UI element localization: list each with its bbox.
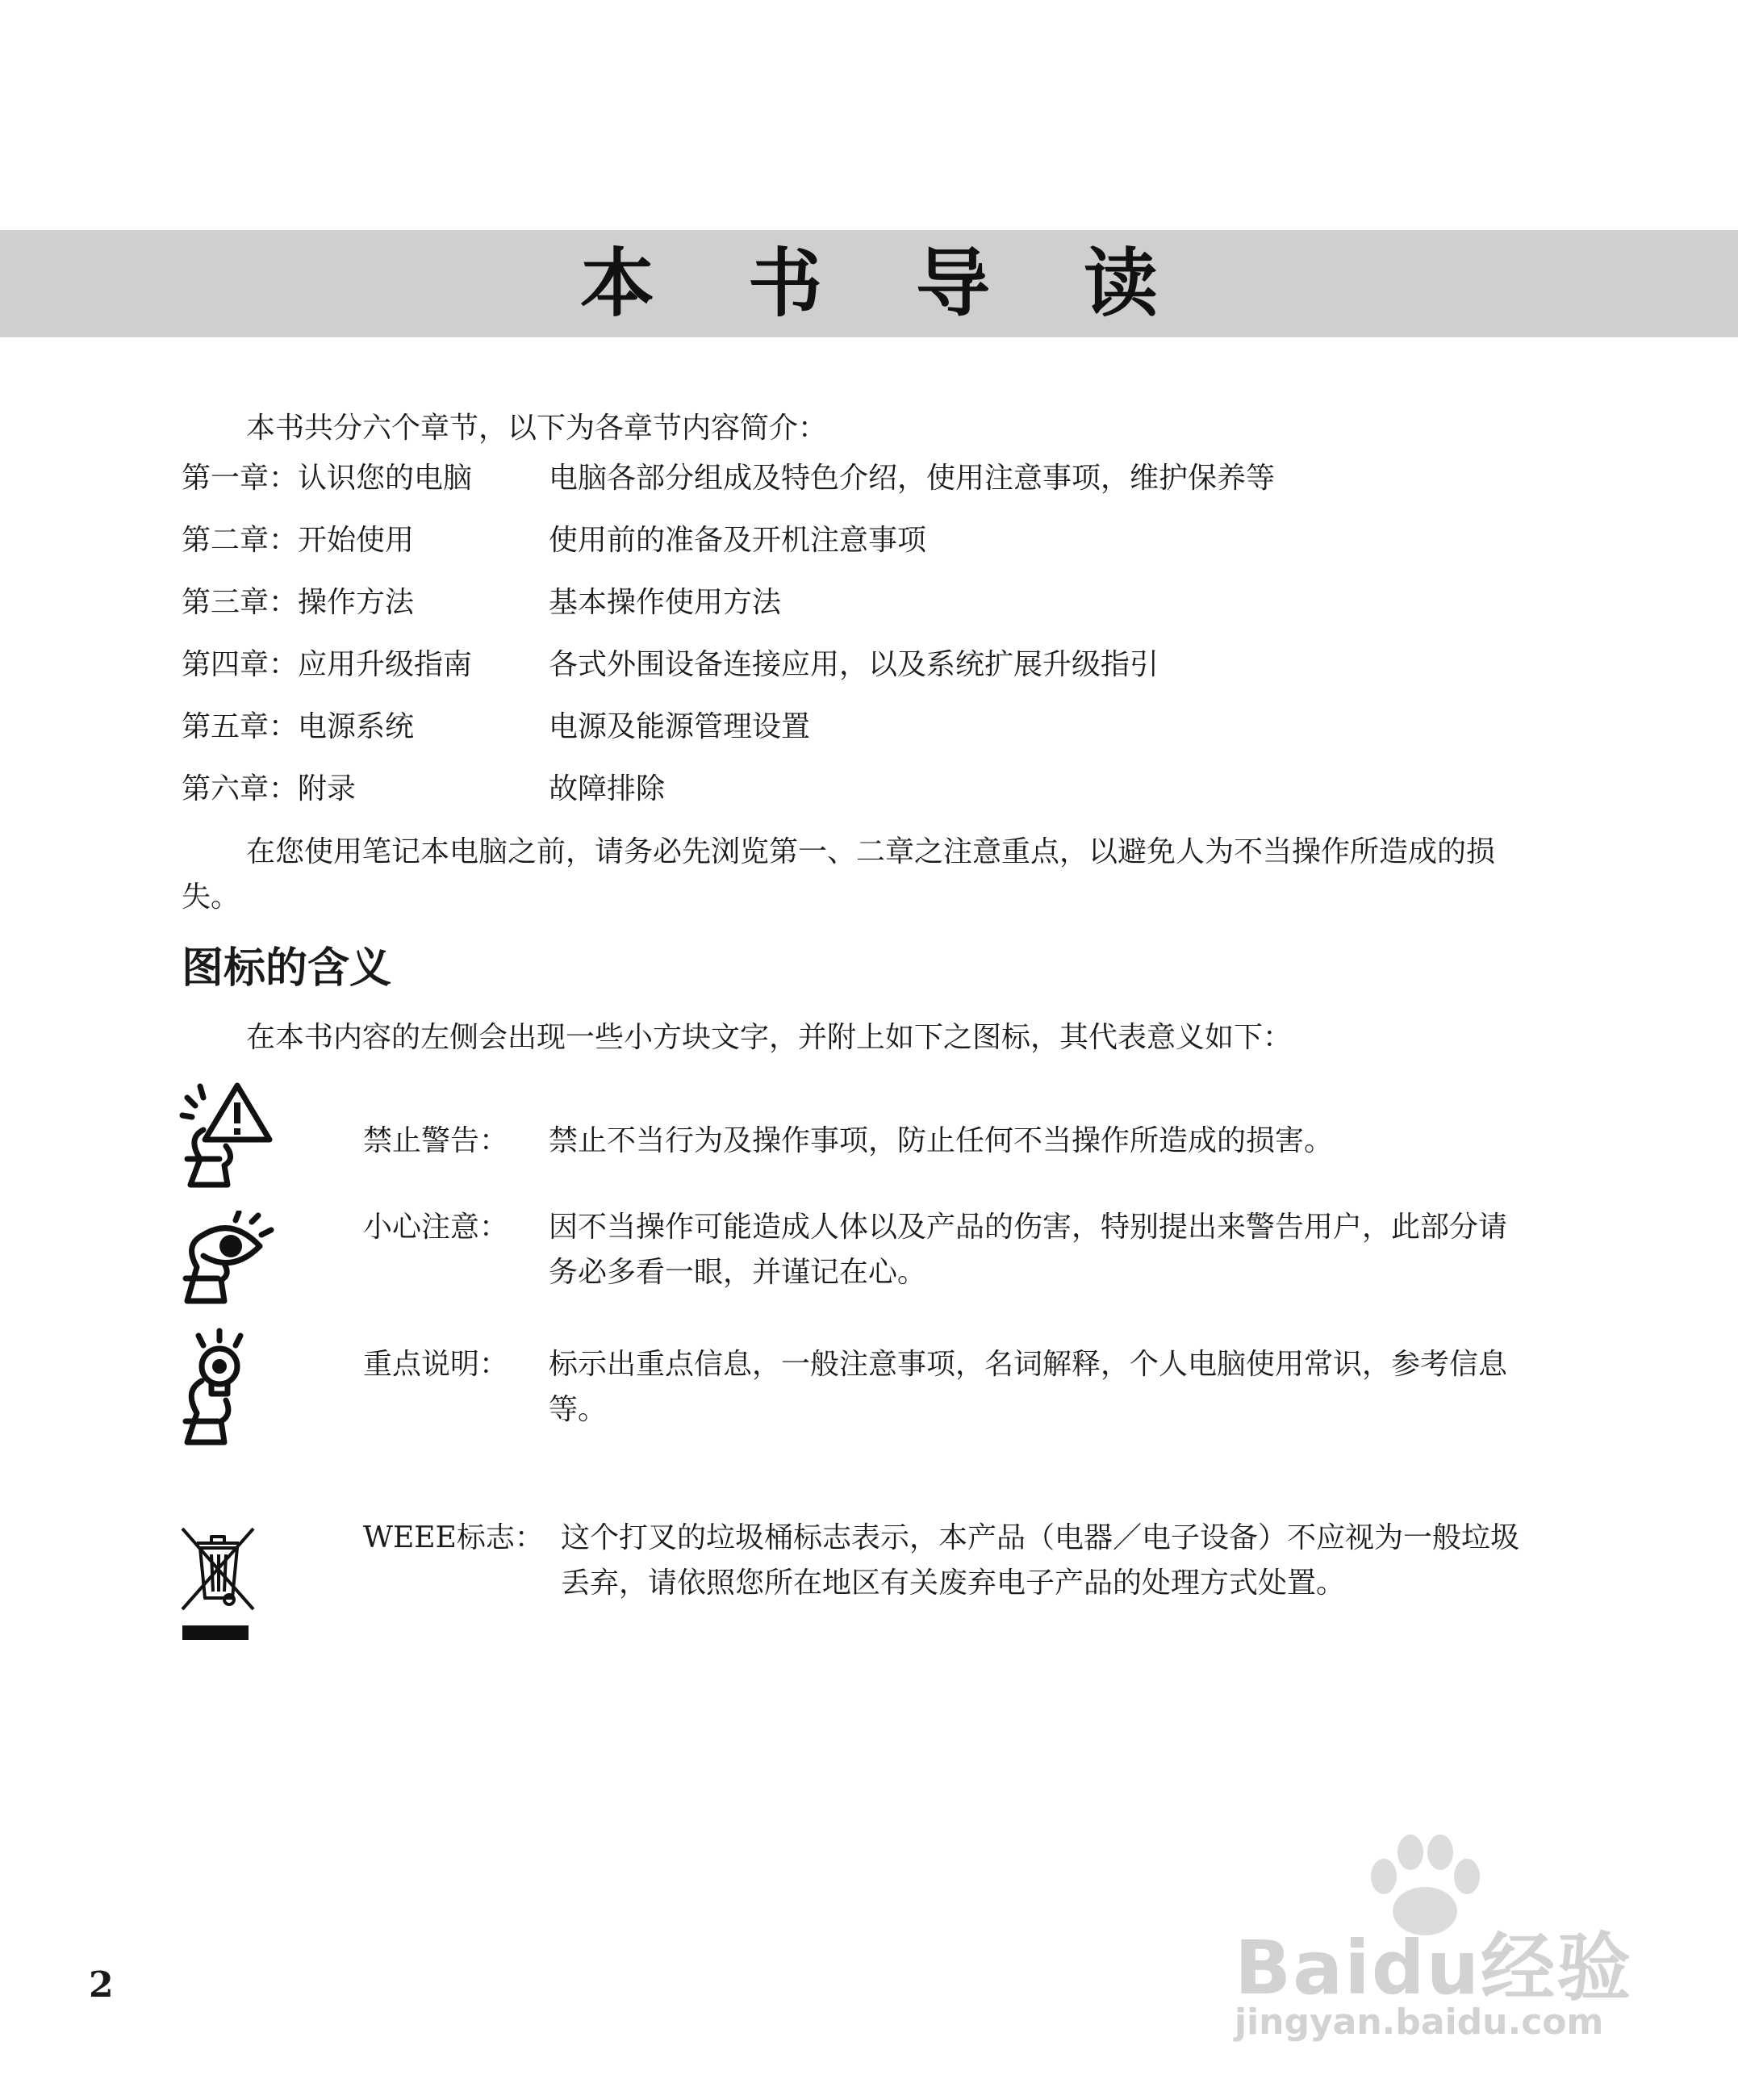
eye-icon — [179, 1211, 276, 1311]
icons-intro: 在本书内容的左侧会出现一些小方块文字，并附上如下之图标，其代表意义如下： — [246, 1021, 1293, 1054]
chapter-name: 第六章：附录 — [182, 772, 357, 805]
note-text: 在您使用笔记本电脑之前，请务必先浏览第一、二章之注意重点，以避免人为不当操作所造成的损失。 — [182, 835, 1496, 914]
baidu-watermark — [1210, 1832, 1662, 2058]
title-band — [0, 230, 1738, 337]
icon-label: WEEE标志： — [363, 1521, 544, 1554]
icon-label: 小心注意： — [363, 1211, 509, 1244]
chapter-desc: 基本操作使用方法 — [549, 586, 782, 619]
warning-icon — [179, 1081, 276, 1194]
chapter-name: 第二章：开始使用 — [182, 524, 415, 557]
chapter-name: 第三章：操作方法 — [182, 586, 415, 619]
chapter-name: 第五章：电源系统 — [182, 710, 415, 743]
icon-desc: 这个打叉的垃圾桶标志表示，本产品（电器／电子设备）不应视为一般垃圾丢弃，请依照您所在地区有关废弃电子产品的处理方式处置。 — [561, 1521, 1520, 1600]
weee-icon — [179, 1525, 260, 1650]
bulb-icon — [179, 1328, 260, 1450]
watermark-brand: Baidu经验 — [1235, 1925, 1633, 2011]
page-title: 本 书 导 读 — [579, 240, 1193, 327]
watermark-url: jingyan.baidu.com — [1235, 2002, 1604, 2043]
chapter-desc: 使用前的准备及开机注意事项 — [549, 524, 927, 557]
chapter-desc: 各式外围设备连接应用，以及系统扩展升级指引 — [549, 648, 1159, 681]
chapter-name: 第一章：认识您的电脑 — [182, 462, 473, 495]
chapter-desc: 故障排除 — [549, 772, 666, 805]
icon-label: 禁止警告： — [363, 1124, 509, 1157]
icon-label: 重点说明： — [363, 1348, 509, 1381]
icon-desc: 禁止不当行为及操作事项，防止任何不当操作所造成的损害。 — [549, 1124, 1334, 1157]
chapter-desc: 电脑各部分组成及特色介绍，使用注意事项，维护保养等 — [549, 462, 1276, 495]
chapter-desc: 电源及能源管理设置 — [549, 710, 811, 743]
icons-heading: 图标的含义 — [182, 944, 392, 993]
chapter-name: 第四章：应用升级指南 — [182, 648, 473, 681]
icon-desc: 因不当操作可能造成人体以及产品的伤害，特别提出来警告用户，此部分请务必多看一眼，并谨记在心。 — [549, 1211, 1508, 1289]
intro-text: 本书共分六个章节，以下为各章节内容简介： — [246, 412, 828, 445]
page-number: 2 — [89, 1964, 114, 2006]
icon-desc: 标示出重点信息，一般注意事项，名词解释，个人电脑使用常识，参考信息等。 — [549, 1348, 1508, 1426]
